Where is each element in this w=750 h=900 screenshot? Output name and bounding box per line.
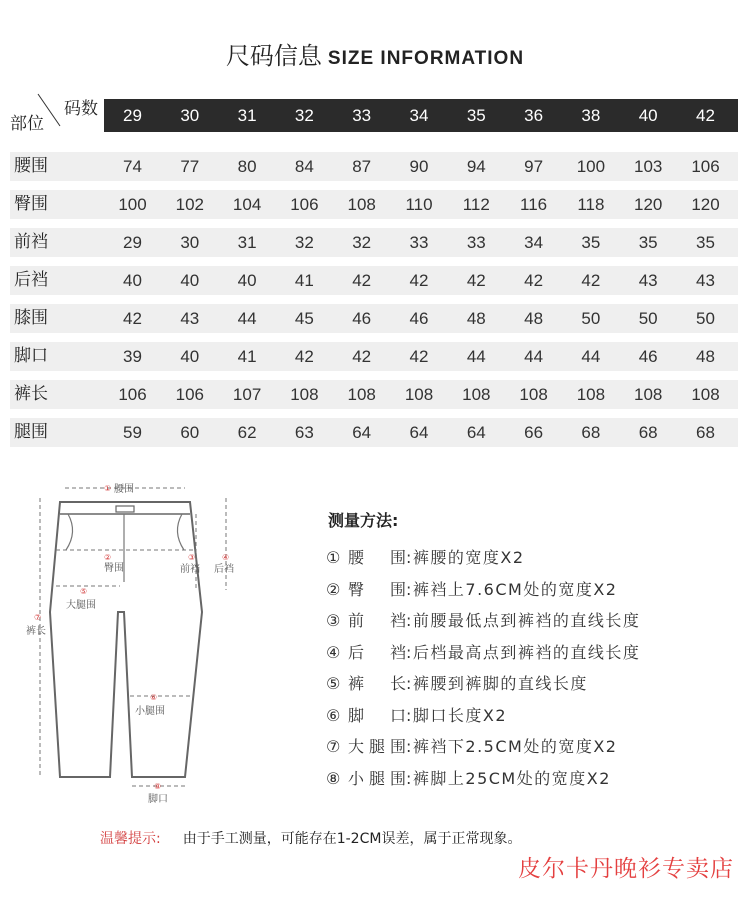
measure-name: 脚口 <box>348 705 406 725</box>
front-rise-label: 前裆 <box>180 564 200 575</box>
size-header-cell: 35 <box>466 106 486 125</box>
measure-desc: :裤腰的宽度X2 <box>406 548 525 567</box>
table-cell: 44 <box>581 347 601 366</box>
measure-desc: :脚口长度X2 <box>406 705 508 725</box>
table-cell: 46 <box>638 347 658 366</box>
table-cell: 43 <box>638 271 658 290</box>
table-cell: 43 <box>696 271 715 290</box>
table-cell: 42 <box>294 347 314 366</box>
table-cell: 66 <box>524 423 544 442</box>
table-cell: 104 <box>232 195 262 214</box>
measure-desc: :裤裆上7.6CM处的宽度X2 <box>406 579 618 599</box>
measure-num: ⑦ <box>326 737 341 756</box>
parts-label: 部位 <box>10 114 44 134</box>
table-cell: 42 <box>123 309 142 328</box>
size-header-cell: 33 <box>352 106 372 125</box>
table-cell: 64 <box>466 423 486 442</box>
measure-name: 大腿围 <box>348 737 406 756</box>
measure-item <box>326 637 640 669</box>
length-label: 裤长 <box>26 626 46 637</box>
measure-item <box>326 731 640 763</box>
table-cell: 68 <box>581 423 601 442</box>
table-cell: 120 <box>634 195 663 214</box>
table-row <box>10 228 738 257</box>
table-cell: 108 <box>519 385 548 404</box>
measure-num: ⑥ <box>326 705 341 725</box>
table-cell: 41 <box>237 347 257 366</box>
table-cell: 106 <box>691 157 720 176</box>
table-cell: 107 <box>232 385 262 404</box>
size-header-cell: 29 <box>123 106 142 125</box>
left-pocket <box>66 514 73 550</box>
table-cell: 108 <box>290 385 319 404</box>
size-header-cell: 31 <box>237 106 257 125</box>
table-cell: 100 <box>118 195 147 214</box>
table-cell: 116 <box>520 195 548 214</box>
measure-item <box>326 763 640 795</box>
table-cell: 108 <box>404 385 434 404</box>
table-cell: 32 <box>294 233 314 252</box>
tip-note <box>100 828 521 848</box>
table-cell: 50 <box>581 309 601 328</box>
size-header-cell: 42 <box>696 106 715 125</box>
title-cn: 尺码信息 <box>225 42 322 70</box>
table-row <box>10 418 738 447</box>
measure-num: ① <box>326 548 341 567</box>
table-cell: 33 <box>409 233 429 252</box>
size-header-cell: 32 <box>294 106 314 125</box>
table-cell: 84 <box>294 157 314 176</box>
measure-title: 测量方法: <box>328 511 399 530</box>
table-cell: 97 <box>524 157 544 176</box>
sizes-label: 码数 <box>64 99 98 119</box>
size-header-cell: 34 <box>409 106 429 125</box>
table-cell: 50 <box>696 309 715 328</box>
row-label: 膝围 <box>14 308 48 328</box>
row-label: 腿围 <box>14 422 48 442</box>
table-cell: 29 <box>123 233 142 252</box>
table-row <box>10 190 738 219</box>
pants-diagram <box>20 472 260 812</box>
size-header-cell: 40 <box>638 106 658 125</box>
table-cell: 44 <box>237 309 257 328</box>
table-row <box>10 342 738 371</box>
measure-name: 腰围 <box>348 548 406 567</box>
table-cell: 48 <box>524 309 544 328</box>
front-rise-num: ③ <box>188 553 196 562</box>
table-cell: 118 <box>577 195 605 214</box>
table-cell: 74 <box>123 157 142 176</box>
calf-label: 小腿围 <box>135 706 165 717</box>
tip-warn: 温馨提示: <box>100 831 161 847</box>
measure-name: 臀围 <box>348 579 406 599</box>
table-cell: 42 <box>581 271 601 290</box>
row-label: 臀围 <box>14 194 48 214</box>
waist-num: ① <box>104 484 112 493</box>
size-header-cell: 36 <box>524 106 544 125</box>
table-cell: 33 <box>466 233 486 252</box>
table-cell: 94 <box>466 157 486 176</box>
table-cell: 34 <box>524 233 544 252</box>
table-cell: 108 <box>462 385 491 404</box>
row-label: 前裆 <box>14 232 48 252</box>
size-header-cell: 30 <box>180 106 200 125</box>
measure-item <box>326 574 640 606</box>
table-cell: 40 <box>180 347 200 366</box>
table-cell: 112 <box>462 195 490 214</box>
right-pocket <box>177 514 184 550</box>
measure-num: ④ <box>326 642 341 662</box>
table-cell: 42 <box>352 347 372 366</box>
table-cell: 87 <box>352 157 372 176</box>
row-label: 腰围 <box>14 156 48 176</box>
measure-name: 裤长 <box>348 674 406 693</box>
table-row <box>10 266 738 295</box>
back-rise-label: 后裆 <box>214 564 234 575</box>
back-rise-num: ④ <box>222 553 230 562</box>
measure-desc: :裤脚上25CM处的宽度X2 <box>406 768 611 788</box>
row-label: 脚口 <box>14 346 48 366</box>
table-cell: 31 <box>237 233 257 252</box>
pants-drawing <box>20 472 260 812</box>
table-row <box>10 380 738 409</box>
row-label: 后裆 <box>14 270 48 290</box>
table-cell: 108 <box>634 385 663 404</box>
table-cell: 108 <box>576 385 606 404</box>
measure-name: 后裆 <box>348 642 406 662</box>
pants-outline <box>50 502 202 777</box>
table-cell: 43 <box>180 309 200 328</box>
table-cell: 68 <box>638 423 658 442</box>
table-cell: 42 <box>466 271 486 290</box>
table-cell: 108 <box>691 385 720 404</box>
table-cell: 64 <box>352 423 372 442</box>
hip-label: 臀围 <box>104 563 124 574</box>
table-cell: 46 <box>352 309 372 328</box>
waist-label: 腰围 <box>114 484 134 495</box>
table-cell: 59 <box>123 423 142 442</box>
table-cell: 77 <box>180 157 200 176</box>
table-cell: 102 <box>175 195 204 214</box>
table-cell: 44 <box>524 347 544 366</box>
table-cell: 39 <box>123 347 142 366</box>
table-cell: 35 <box>581 233 601 252</box>
hem-label: 脚口 <box>148 794 168 805</box>
title-en: SIZE INFORMATION <box>327 48 525 69</box>
measure-desc: :裤裆下2.5CM处的宽度X2 <box>406 737 618 756</box>
table-cell: 106 <box>290 195 319 214</box>
table-cell: 30 <box>180 233 200 252</box>
table-row <box>10 152 738 181</box>
measure-item <box>326 605 640 637</box>
table-cell: 40 <box>123 271 142 290</box>
measure-desc: :前腰最低点到裤裆的直线长度 <box>406 611 641 630</box>
hem-num: ⑧ <box>154 782 162 791</box>
table-cell: 41 <box>294 271 314 290</box>
table-cell: 35 <box>638 233 658 252</box>
measure-desc: :裤腰到裤脚的直线长度 <box>406 674 588 693</box>
table-cell: 68 <box>696 423 715 442</box>
calf-num: ⑥ <box>150 693 158 702</box>
table-row <box>10 304 738 333</box>
measure-name: 前裆 <box>348 611 406 630</box>
table-cell: 103 <box>634 157 663 176</box>
table-cell: 46 <box>409 309 429 328</box>
table-cell: 62 <box>237 423 257 442</box>
thigh-label: 大腿围 <box>66 600 96 611</box>
length-num: ⑦ <box>34 613 42 622</box>
table-cell: 60 <box>180 423 200 442</box>
table-cell: 64 <box>409 423 429 442</box>
measure-num: ② <box>326 579 341 599</box>
table-cell: 120 <box>691 195 720 214</box>
table-cell: 45 <box>294 309 314 328</box>
thigh-num: ⑤ <box>80 587 88 596</box>
table-cell: 40 <box>180 271 200 290</box>
size-header-row <box>104 99 738 132</box>
measure-desc: :后档最高点到裤裆的直线长度 <box>406 642 641 662</box>
table-cell: 63 <box>294 423 314 442</box>
measure-item <box>326 668 640 700</box>
table-cell: 42 <box>524 271 544 290</box>
table-cell: 48 <box>696 347 715 366</box>
table-cell: 110 <box>405 195 433 214</box>
table-cell: 106 <box>175 385 204 404</box>
size-header-cell: 38 <box>581 106 601 125</box>
table-cell: 106 <box>118 385 147 404</box>
button-tab <box>116 506 134 512</box>
table-cell: 42 <box>409 271 429 290</box>
table-corner-header <box>8 92 102 134</box>
hip-num: ② <box>104 553 112 562</box>
table-cell: 42 <box>409 347 429 366</box>
page-title <box>0 36 750 71</box>
tip-text: 由于手工测量，可能存在1-2CM误差，属于正常现象。 <box>182 831 522 847</box>
table-cell: 108 <box>347 385 376 404</box>
table-cell: 44 <box>466 347 486 366</box>
table-cell: 32 <box>352 233 372 252</box>
table-cell: 40 <box>237 271 257 290</box>
table-cell: 42 <box>352 271 372 290</box>
shop-name: 皮尔卡丹晚衫专卖店 <box>518 856 734 882</box>
measure-name: 小腿围 <box>348 768 406 788</box>
table-cell: 48 <box>466 309 486 328</box>
table-cell: 35 <box>696 233 715 252</box>
table-cell: 108 <box>347 195 376 214</box>
measure-num: ⑧ <box>326 768 341 788</box>
measure-num: ⑤ <box>326 674 341 693</box>
table-cell: 80 <box>237 157 257 176</box>
row-label: 裤长 <box>14 384 48 404</box>
measure-num: ③ <box>326 611 341 630</box>
table-cell: 100 <box>576 157 606 176</box>
table-cell: 50 <box>638 309 658 328</box>
measure-item <box>326 542 640 574</box>
measure-item <box>326 700 640 732</box>
table-cell: 90 <box>409 157 429 176</box>
measure-list <box>326 542 640 794</box>
